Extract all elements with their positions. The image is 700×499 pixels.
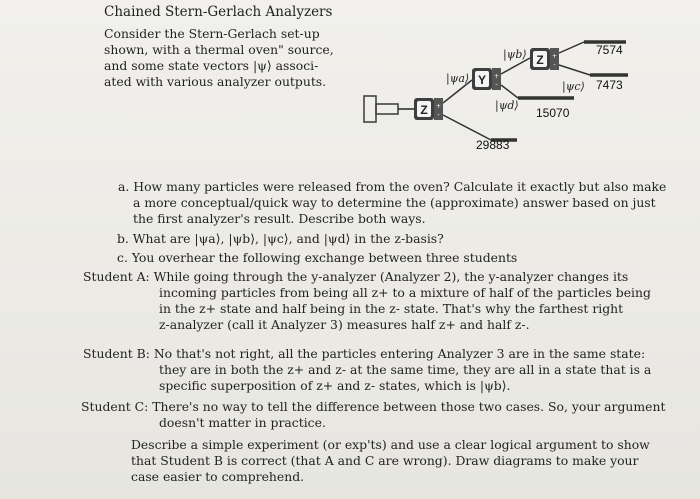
oven-icon xyxy=(364,96,414,122)
question-a-line: a. How many particles were released from the oven? Calculate it exactly but also make xyxy=(118,179,667,194)
question-c: c. You overhear the following exchange between three students xyxy=(117,250,518,265)
svg-text:+: + xyxy=(493,73,500,80)
student-a-line: incoming particles from being all z+ to a mixture of half of the particles being xyxy=(159,285,651,300)
psi-b-label: |ψb⟩ xyxy=(503,48,527,61)
analyzer-1-label: Z xyxy=(420,103,428,117)
student-a-line: z-analyzer (call it Analyzer 3) measures half z+ and half z-. xyxy=(159,317,530,332)
student-b-line: Student B: No that's not right, all the particles entering Analyzer 3 are in the same state: xyxy=(83,346,646,361)
student-b-line: they are in both the z+ and z- at the same time, they are all in a state that is a xyxy=(159,362,652,377)
intro-line: Consider the Stern-Gerlach set-up xyxy=(104,26,320,41)
task-line: case easier to comprehend. xyxy=(131,469,305,484)
count-c: 7473 xyxy=(596,78,623,92)
task-line: that Student B is correct (that A and C are wrong). Draw diagrams to make your xyxy=(131,453,639,468)
psi-c-label: |ψc⟩ xyxy=(562,80,585,93)
student-c-line: Student C: There's no way to tell the difference between those two cases. So, your argument xyxy=(81,399,666,414)
student-a-line: Student A: While going through the y-analyzer (Analyzer 2), the y-analyzer changes its xyxy=(83,269,629,284)
intro-line: ated with various analyzer outputs. xyxy=(104,74,327,89)
analyzer-3 xyxy=(530,48,559,70)
task-line: Describe a simple experiment (or exp'ts) and use a clear logical argument to show xyxy=(131,437,650,452)
svg-text:+: + xyxy=(435,103,442,110)
question-a-line: the first analyzer's result. Describe both ways. xyxy=(133,211,426,226)
svg-text:-: - xyxy=(553,61,556,69)
analyzer-3-label: Z xyxy=(536,53,544,67)
svg-text:+: + xyxy=(551,53,558,60)
page-title: Chained Stern-Gerlach Analyzers xyxy=(104,4,333,20)
analyzer-1 xyxy=(414,98,443,120)
student-c-line: doesn't matter in practice. xyxy=(159,415,326,430)
count-first: 29883 xyxy=(476,138,510,152)
intro-line: and some state vectors |ψ⟩ associ- xyxy=(104,58,319,73)
student-a-line: in the z+ state and half being in the z- state. That's why the farthest right xyxy=(159,301,624,316)
svg-text:-: - xyxy=(495,81,498,89)
intro-line: shown, with a thermal oven" source, xyxy=(104,42,334,57)
analyzer-2 xyxy=(472,68,501,90)
question-b: b. What are |ψa⟩, |ψb⟩, |ψc⟩, and |ψd⟩ in the z-basis? xyxy=(117,231,444,246)
svg-text:-: - xyxy=(437,111,440,119)
psi-a-label: |ψa⟩ xyxy=(446,72,470,85)
analyzer-2-label: Y xyxy=(477,73,487,87)
count-top: 7574 xyxy=(596,43,623,57)
question-a-line: a more conceptual/quick way to determine the (approximate) answer based on just xyxy=(133,195,656,210)
student-b-line: specific superposition of z+ and z- states, which is |ψb⟩. xyxy=(159,378,511,393)
count-d: 15070 xyxy=(536,106,570,120)
psi-d-label: |ψd⟩ xyxy=(495,99,519,112)
